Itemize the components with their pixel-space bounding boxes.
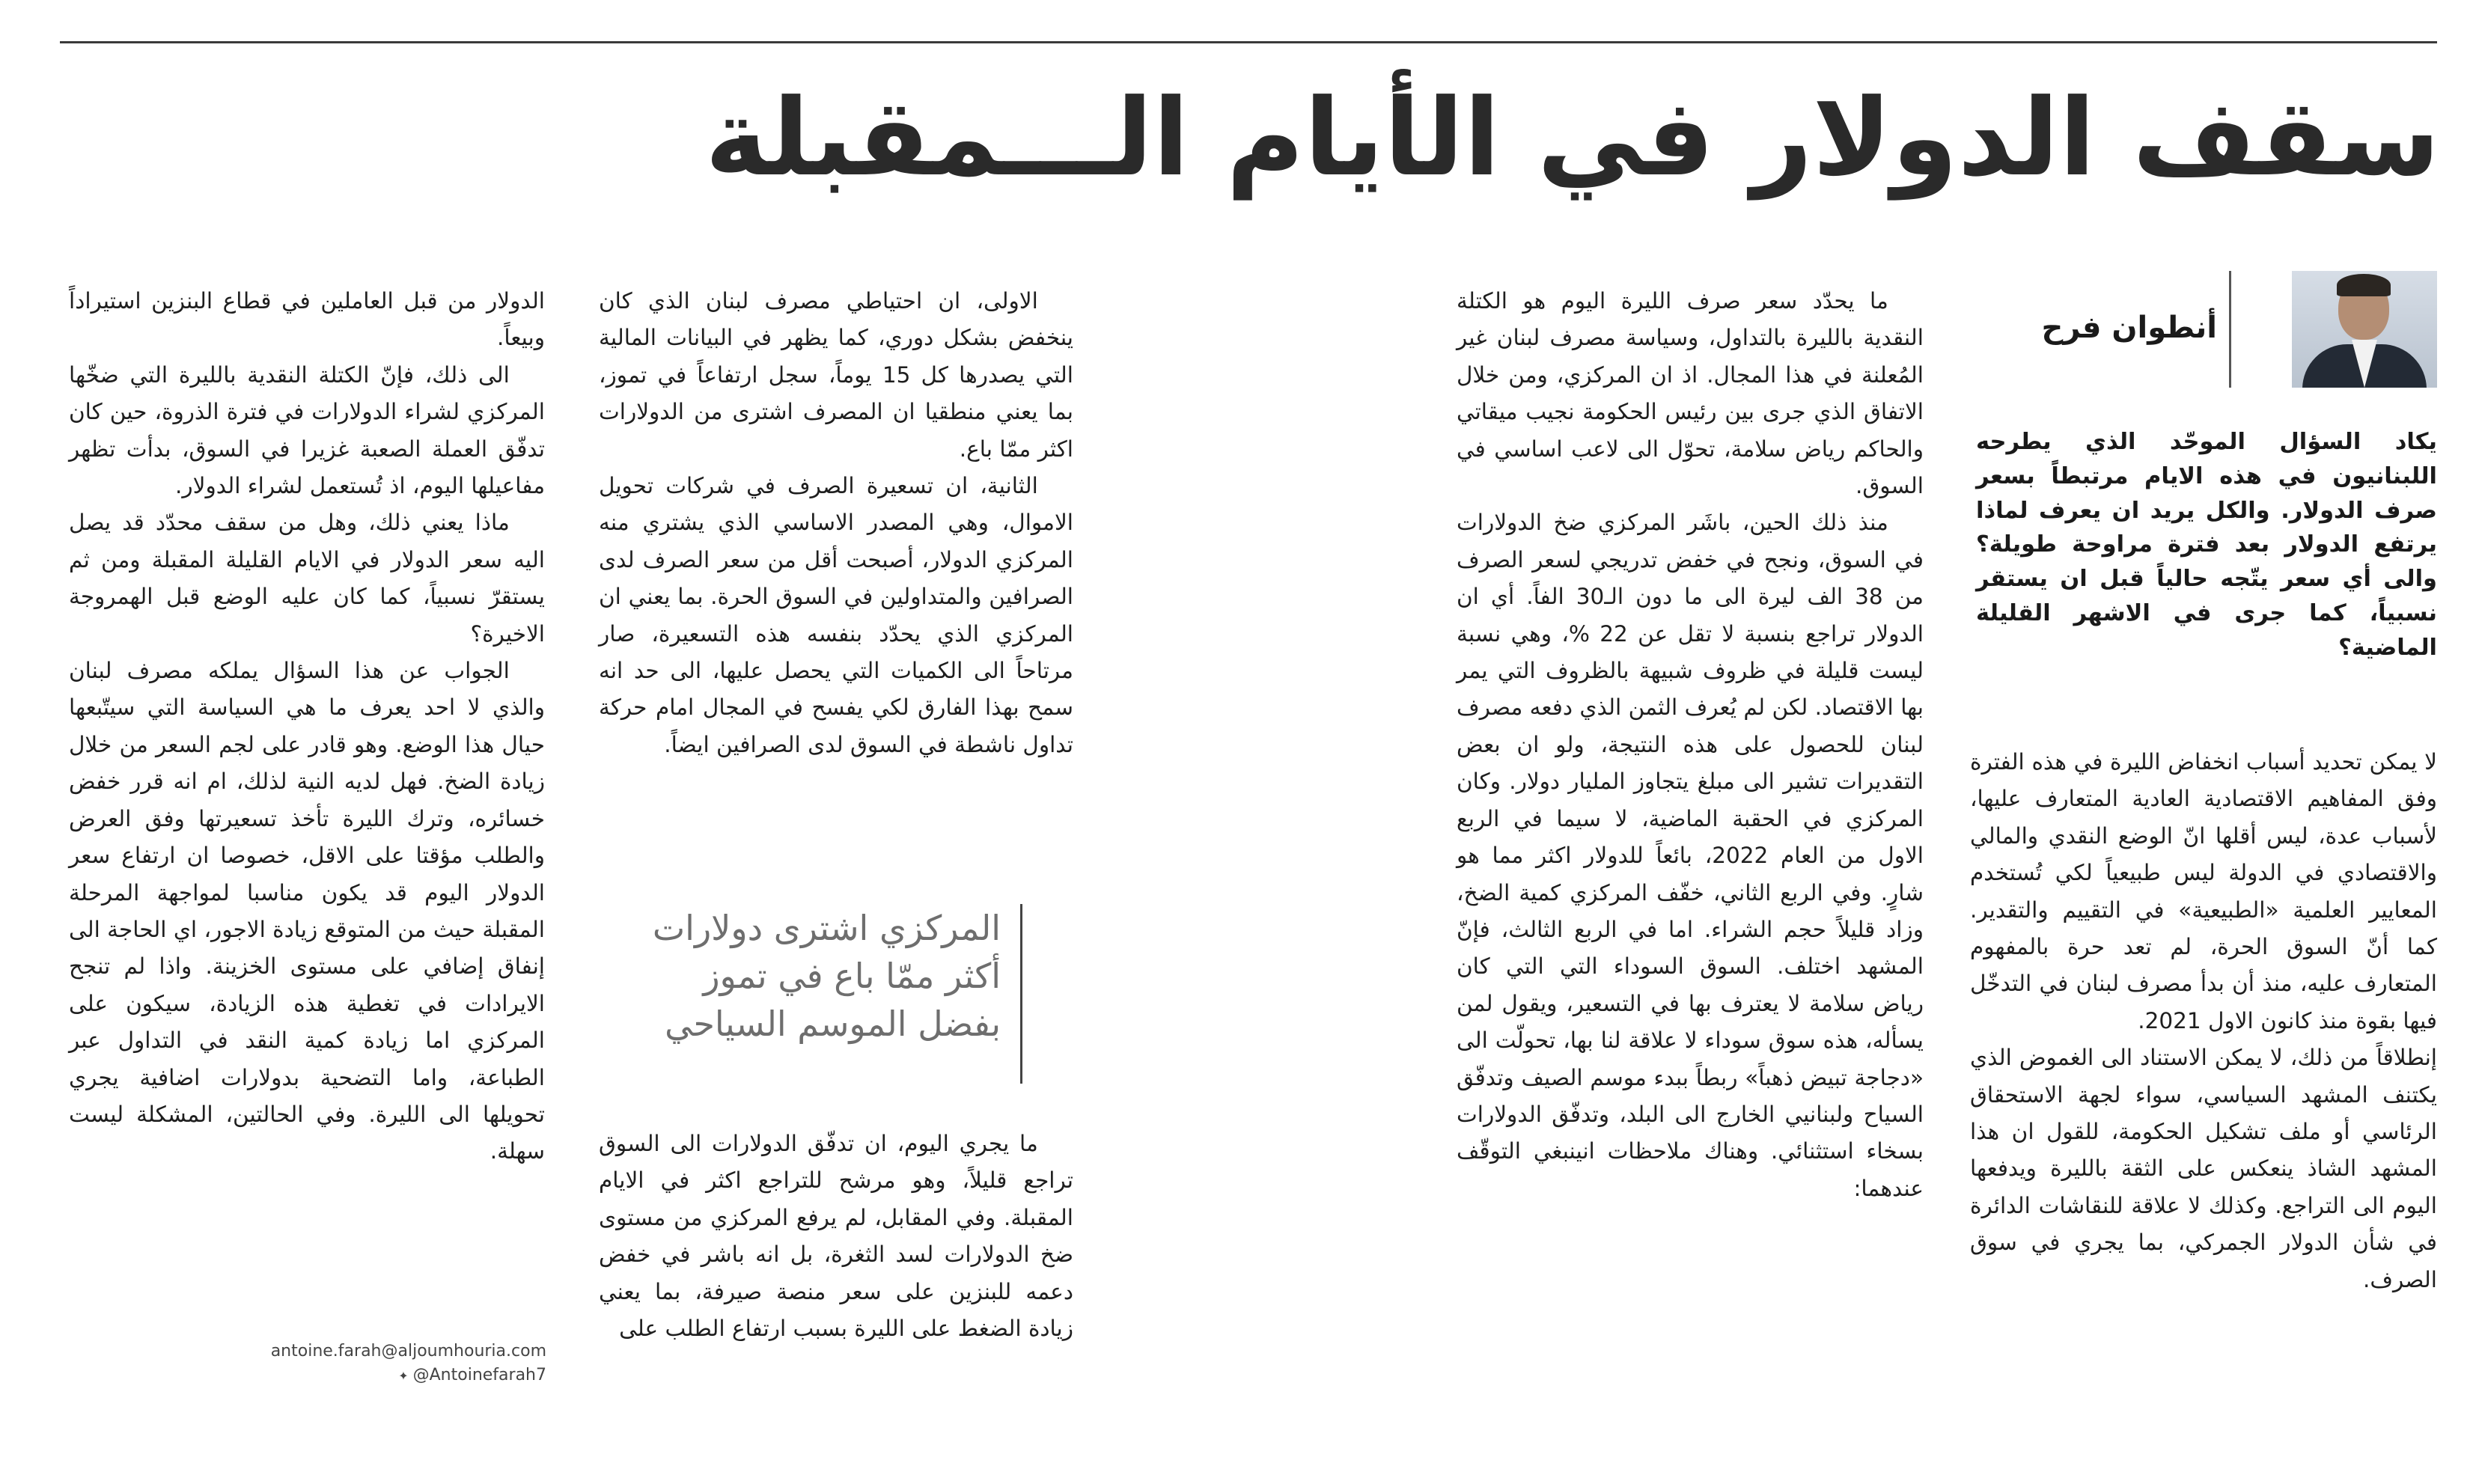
paragraph: إنطلاقاً من ذلك، لا يمكن الاستناد الى الغموض الذي يكتنف المشهد السياسي، سواء لجهة الاستحقاق الرئاسي أو ملف تشكيل الحكومة، للقول ان هذا المشهد الشاذ ينعكس على الثقة بالليرة ويدفعها اليوم الى التراجع. وكذلك لا علاقة للنقاشات الدائرة في شأن الدولار الجمركي، بما يجري في سوق الصرف. — [1970, 1045, 2437, 1292]
paragraph: ما يجري اليوم، ان تدفّق الدولارات الى السوق تراجع قليلاً، وهو مرشح للتراجع اكثر في الايام المقبلة. وفي المقابل، لم يرفع المركزي من مستوى ضخ الدولارات لسد الثغرة، بل انه باشر في خفض دعمه للبنزين على سعر منصة صيرفة، بما يعني زيادة الضغط على الليرة بسبب ارتفاع الطلب على — [599, 1131, 1073, 1342]
article-headline: سقف الدولار في الأيام الـــمقبلة — [704, 76, 2440, 200]
paragraph: ما يحدّد سعر صرف الليرة اليوم هو الكتلة النقدية بالليرة بالتداول، وسياسة مصرف لبنان غير المُعلنة في هذا المجال. اذ ان المركزي، ومن خلال الاتفاق الذي جرى بين رئيس الحكومة نجيب ميقاتي والحاكم رياض سلامة، تحوّل الى لاعب اساسي في السوق. — [1457, 288, 1924, 499]
author-email: antoine.farah@aljoumhouria.com — [270, 1342, 546, 1361]
paragraph: منذ ذلك الحين، باشَر المركزي ضخ الدولارات في السوق، ونجح في خفض تدريجي لسعر الصرف من 38 الف ليرة الى ما دون الـ30 الفاً. أي ان الدولار تراجع بنسبة لا تقل عن 22 %، وهي نسبة ليست قليلة في ظروف شبيهة بالظروف التي يمر بها الاقتصاد. لكن لم يُعرف الثمن الذي دفعه مصرف لبنان للحصول على هذه النتيجة، ولو ان بعض التقديرات تشير الى مبلغ يتجاوز المليار دولار. وكان المركزي في الحقبة الماضية، لا سيما في الربع الاول من العام 2022، بائعاً للدولار اكثر مما هو شارٍ. وفي الربع الثاني، خفّف المركزي كمية الضخ، وزاد قليلاً حجم الشراء. اما في الربع الثالث، فإنّ المشهد اختلف. السوق السوداء التي التي كان رياض سلامة لا يعترف بها في التسعير، ويقول لمن يسأله، هذه سوق سوداء لا علاقة لنا بها، تحولّت الى «دجاجة تبيض ذهباً» ربطاً ببدء موسم الصيف وتدفّق السياح ولبنانيي الخارج الى البلد، وتدفّق الدولارات بسخاء استثنائي. وهناك ملاحظات انينبغي التوقّف عندهما: — [1457, 510, 1924, 1201]
column-4 — [69, 283, 545, 1170]
author-twitter: @Antoinefarah7 — [412, 1366, 546, 1384]
paragraph: لا يمكن تحديد أسباب انخفاض الليرة في هذه الفترة وفق المفاهيم الاقتصادية العادية المتعارف عليها، لأسباب عدة، ليس أقلها انّ الوضع النقدي والمالي والاقتصادي في الدولة ليس طبيعياً لكي تُستخدم المعايير العلمية «الطبيعية» في التقييم والتقدير. كما أنّ السوق الحرة، لم تعد حرة بالمفهوم المتعارف عليه، منذ أن بدأ مصرف لبنان في التدخّل فيها بقوة منذ كانون الاول 2021. — [1970, 749, 2437, 1033]
pull-quote-line: المركزي اشترى دولارات — [652, 908, 1001, 948]
author-name: أنطوان فرح — [2041, 311, 2217, 345]
column-1 — [1970, 744, 2437, 1298]
column-3-top — [599, 283, 1073, 763]
paragraph: الى ذلك، فإنّ الكتلة النقدية بالليرة التي ضخّها المركزي لشراء الدولارات في فترة الذروة، حين كان تدفّق العملة الصعبة غزيرا في السوق، بدأت تظهر مفاعيلها اليوم، اذ تُستعمل لشراء الدولار. — [69, 361, 545, 499]
author-photo — [2292, 271, 2437, 388]
paragraph: الاولى، ان احتياطي مصرف لبنان الذي كان ينخفض بشكل دوري، كما يظهر في البيانات المالية التي يصدرها كل 15 يوماً، سجل ارتفاعاً في تموز، بما يعني منطقيا ان المصرف اشترى من الدولارات اكثر ممّا باع. — [599, 288, 1073, 462]
pull-quote-line: أكثر ممّا باع في تموز — [703, 956, 1001, 996]
author-divider — [2229, 271, 2231, 388]
article-lead: يكاد السؤال الموحّد الذي يطرحه اللبنانيون في هذه الايام مرتبطاً بسعر صرف الدولار. والكل يريد ان يعرف لماذا يرتفع الدولار بعد فترة مراوحة طويلة؟ والى أي سعر يتّجه حالياً قبل ان يستقر نسبياً، كما جرى في الاشهر القليلة الماضية؟ — [1976, 429, 2437, 661]
author-contact — [225, 1340, 546, 1388]
top-rule — [60, 41, 2437, 43]
paragraph: الدولار من قبل العاملين في قطاع البنزين استيراداً وبيعاً. — [69, 288, 545, 351]
pull-quote-line: بفضل الموسم السياحي — [665, 1004, 1001, 1044]
paragraph: الثانية، ان تسعيرة الصرف في شركات تحويل الاموال، وهي المصدر الاساسي الذي يشتري منه المركزي الدولار، أصبحت أقل من سعر الصرف لدى الصرافين والمتداولين في السوق الحرة. بما يعني ان المركزي الذي يحدّد بنفسه هذه التسعيرة، صار مرتاحاً الى الكميات التي يحصل عليها، الى حد انه سمح بهذا الفارق لكي يفسح في المجال امام حركة تداول ناشطة في السوق لدى الصرافين ايضاً. — [599, 473, 1073, 757]
pull-quote — [576, 904, 1022, 1084]
paragraph: الجواب عن هذا السؤال يملكه مصرف لبنان والذي لا احد يعرف ما هي السياسة التي سيتّبعها حيال هذا الوضع. وهو قادر على لجم السعر من خلال زيادة الضخ. فهل لديه النية لذلك، ام انه قرر خفض خسائره، وترك الليرة تأخذ تسعيرتها وفق العرض والطلب مؤقتا على الاقل، خصوصا ان ارتفاع سعر الدولار اليوم قد يكون مناسبا لمواجهة المرحلة المقبلة حيث من المتوقع زيادة الاجور، اي الحاجة الى إنفاق إضافي على مستوى الخزينة. واذا لم تنجح الايرادات في تغطية هذه الزيادة، سيكون على المركزي اما زيادة كمية النقد في التداول عبر الطباعة، واما التضحية بدولارات اضافية يجري تحويلها الى الليرة. وفي الحالتين، المشكلة ليست سهلة. — [69, 658, 545, 1164]
twitter-icon: ✦ — [398, 1369, 409, 1383]
column-3-bottom — [599, 1126, 1073, 1347]
column-2 — [1457, 283, 1924, 1207]
paragraph: ماذا يعني ذلك، وهل من سقف محدّد قد يصل اليه سعر الدولار في الايام القليلة المقبلة ومن ثم يستقرّ نسبياً، كما كان عليه الوضع قبل الهمروجة الاخيرة؟ — [69, 510, 545, 647]
